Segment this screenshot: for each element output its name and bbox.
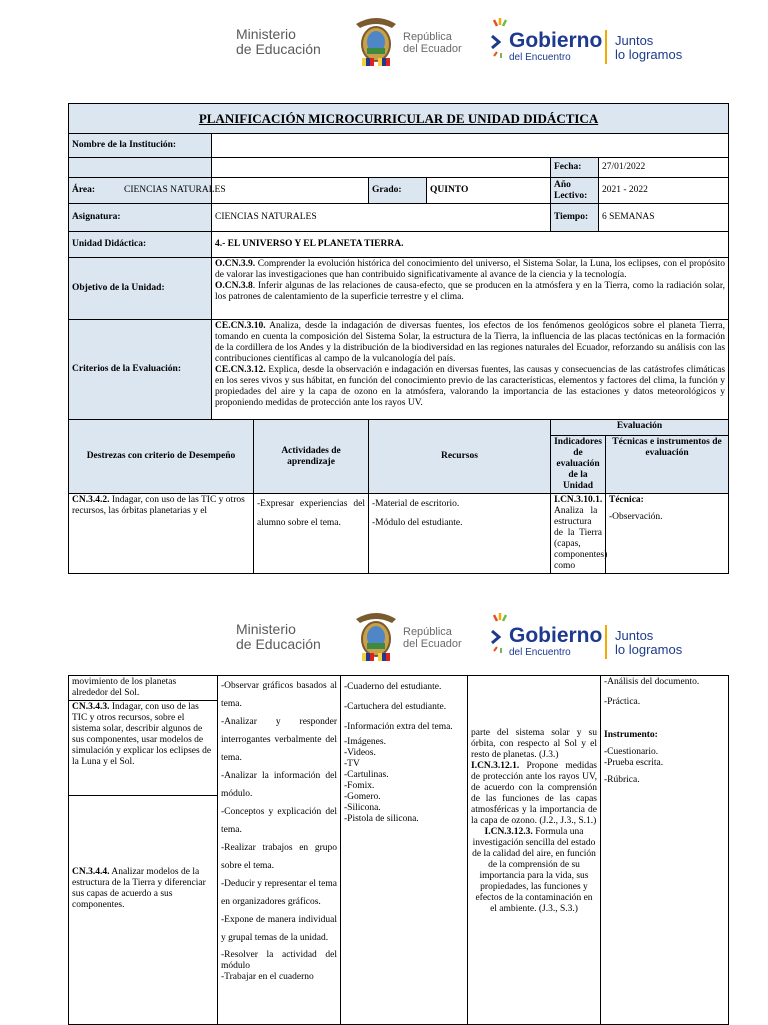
asignatura-label: Asignatura:	[69, 204, 212, 232]
gobierno-text: Gobierno	[509, 29, 603, 52]
criterios-label: Criterios de la Evaluación:	[69, 320, 212, 420]
fecha-value: 27/01/2022	[599, 158, 729, 178]
grado-value: QUINTO	[427, 178, 551, 204]
indicador-cell: I.CN.3.10.1. Analiza la estructura de la Tierra (capas, componentes) como	[551, 494, 606, 574]
col-indicadores: Indicadores de evaluación de la Unidad	[551, 436, 606, 494]
objetivo-label: Objetivo de la Unidad:	[69, 258, 212, 320]
gobierno-mark-icon	[489, 611, 511, 657]
objetivo-value: O.CN.3.9. Comprender la evolución histórica del conocimiento del universo, el Sistema Solar, la Luna, los eclipses, con el propósito de valorar las investigaciones que han contribuido significativamente al avance de la ciencia y la tecnología. O.CN.3.8. Inferir algunas de las relaciones de causa-efecto, que se producen en la atmósfera y en la Tierra, como la radiación solar, los patrones de calentamiento de la superficie terrestre y el clima.	[212, 258, 729, 320]
tecnica-cell: Técnica: -Observación.	[606, 494, 729, 574]
destreza-item: CN.3.4.4. Analizar modelos de la estructura de la Tierra y diferenciar sus capas de acuerdo a sus componentes.	[72, 867, 206, 910]
unidad-label: Unidad Didáctica:	[69, 232, 212, 258]
unidad-value: 4.- EL UNIVERSO Y EL PLANETA TIERRA.	[212, 232, 729, 258]
destreza-item: CN.3.4.3. Indagar, con uso de las TIC y otros recursos, sobre el sistema solar, describir algunos de sus componentes, usar modelos de simulación y explicar los eclipses de la Luna y el Sol.	[69, 701, 217, 796]
col-actividades: Actividades de aprendizaje	[254, 420, 369, 494]
planning-table	[68, 103, 729, 574]
del-encuentro-text: del Encuentro	[509, 52, 571, 63]
republica-text: República del Ecuador	[403, 31, 462, 55]
recursos-cell: -Cuaderno del estudiante. -Cartuchera del estudiante. -Información extra del tema. -Imágenes. -Videos. -TV -Cartulinas. -Fomix. -Gomero. -Silicona. -Pistola de silicona.	[341, 676, 468, 1025]
blank-cell	[69, 158, 212, 178]
tiempo-label: Tiempo:	[551, 204, 599, 232]
institucion-label: Nombre de la Institución:	[69, 134, 212, 158]
destrezas-cell: movimiento de los planetas alrededor del Sol. CN.3.4.3. Indagar, con uso de las TIC y otros recursos, sobre el sistema solar, describir algunos de sus componentes, usar modelos de simulación y explicar los eclipses de la Luna y el Sol. CN.3.4.4. Analizar modelos de la estructura de la Tierra y diferenciar sus capas de acuerdo a sus componentes.	[69, 676, 218, 1025]
republica-text: República del Ecuador	[403, 626, 462, 650]
header-divider	[605, 625, 607, 659]
ministerio-logo-text: Ministerio de Educación	[236, 621, 321, 652]
page-header	[0, 10, 768, 80]
criterios-value: CE.CN.3.10. Analiza, desde la indagación de diversas fuentes, los efectos de los fenómenos geológicos sobre el planeta Tierra, tomando en cuenta la composición del Sistema Solar, la estructura de la Tierra, la influencia de las placas tectónicas en la formación de la cordillera de los Andes y la distribución de la biodiversidad en las regiones naturales del Ecuador, reforzando su análisis con las contribuciones científicas al campo de la vulcanología del país. CE.CN.3.12. Explica, desde la observación e indagación en diversas fuentes, las causas y consecuencias de las catástrofes climáticas en los seres vivos y sus hábitat, en función del conocimiento previo de las características, elementos y factores del clima, la función y propiedades del aire y la capa de ozono en la atmósfera, valorando la importancia de las estaciones y datos meteorológicos y proponiendo medidas de protección ante los rayos UV.	[212, 320, 729, 420]
page-header	[0, 605, 768, 675]
gobierno-text: Gobierno	[509, 624, 603, 647]
anio-value: 2021 - 2022	[599, 178, 729, 204]
col-evaluacion: Evaluación	[551, 420, 729, 436]
del-encuentro-text: del Encuentro	[509, 647, 571, 658]
grado-label: Grado:	[369, 178, 427, 204]
asignatura-value: CIENCIAS NATURALES	[212, 204, 551, 232]
destreza-cell: CN.3.4.2. Indagar, con uso de las TIC y otros recursos, las órbitas planetarias y el	[69, 494, 254, 574]
recursos-cell: -Material de escritorio. -Módulo del estudiante.	[369, 494, 551, 574]
actividades-cell: -Observar gráficos basados al tema. -Analizar y responder interrogantes verbalmente del tema. -Analizar la información del módulo. -Conceptos y explicación del tema. -Realizar trabajos en grupo sobre el tema. -Deducir y representar el tema en organizadores gráficos. -Expone de manera individual y grupal temas de la unidad. -Resolver la actividad del módulo -Trabajar en el cuaderno	[218, 676, 341, 1025]
col-recursos: Recursos	[369, 420, 551, 494]
actividades-cell: -Expresar experiencias del alumno sobre el tema.	[254, 494, 369, 574]
juntos-slogan: Juntos lo logramos	[615, 33, 683, 62]
ministerio-logo-text: Ministerio de Educación	[236, 26, 321, 57]
tecnicas-cell: -Análisis del documento. -Práctica. Instrumento: -Cuestionario. -Prueba escrita. -Rúbrica.	[601, 676, 729, 1025]
fecha-label: Fecha:	[551, 158, 599, 178]
ecuador-coat-of-arms-icon	[354, 14, 398, 68]
tiempo-value: 6 SEMANAS	[599, 204, 729, 232]
indicadores-cell: parte del sistema solar y su órbita, con respecto al Sol y el resto de planetas. (J.3.) I.CN.3.12.1. Propone medidas de protección ante los rayos UV, de acuerdo con la comprensión de las funciones de las capas atmosféricas y la importancia de la capa de ozono. (J.2., J.3., S.1.) I.CN.3.12.3. Formula una investigación sencilla del estado de la calidad del aire, en función de la comprensión de su importancia para la vida, sus propiedades, las funciones y efectos de la contaminación en el ambiente. (J.3., S.3.)	[468, 676, 601, 1025]
juntos-slogan: Juntos lo logramos	[615, 628, 683, 657]
col-tecnicas: Técnicas e instrumentos de evaluación	[606, 436, 729, 494]
blank-cell	[212, 158, 551, 178]
area-label: Área:	[69, 178, 212, 204]
anio-label: Año Lectivo:	[551, 178, 599, 204]
institucion-value	[212, 134, 729, 158]
header-divider	[605, 30, 607, 64]
document-title: PLANIFICACIÓN MICROCURRICULAR DE UNIDAD DIDÁCTICA	[69, 104, 729, 134]
col-destrezas: Destrezas con criterio de Desempeño	[69, 420, 254, 494]
area-value: CIENCIAS NATURALES	[212, 178, 369, 204]
gobierno-mark-icon	[489, 16, 511, 62]
ecuador-coat-of-arms-icon	[354, 609, 398, 663]
planning-table-continued	[68, 675, 729, 1025]
